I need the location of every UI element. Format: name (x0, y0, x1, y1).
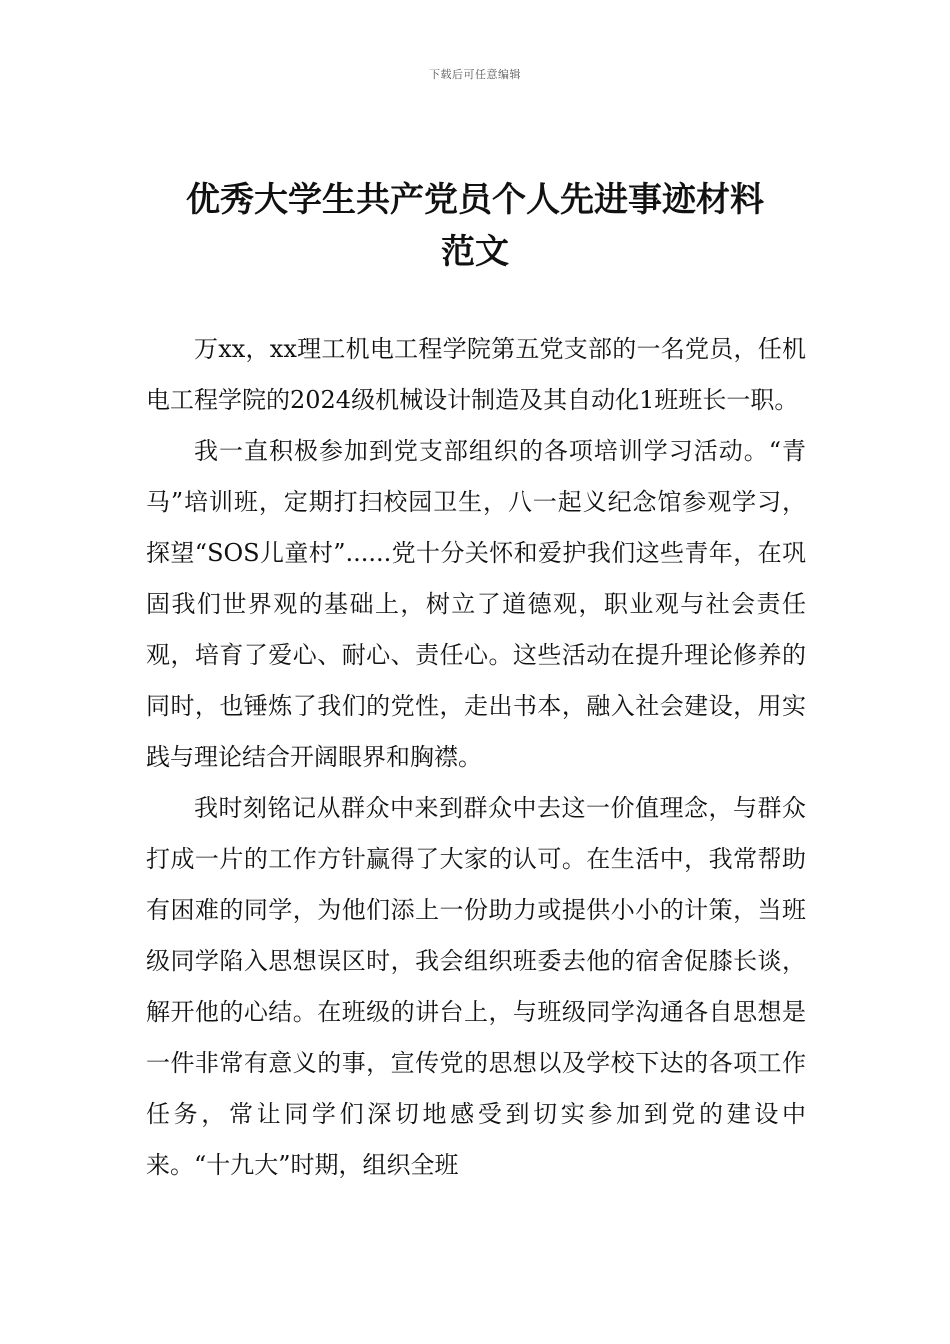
title-line-1: 优秀大学生共产党员个人先进事迹材料 (186, 180, 764, 220)
paragraph-1: 万xx，xx理工机电工程学院第五党支部的一名党员，任机电工程学院的2024级机械设计制造及其自动化1班班长一职。 (146, 335, 806, 414)
paragraph-2: 我一直积极参加到党支部组织的各项培训学习活动。“青马”培训班，定期打扫校园卫生，八一起义纪念馆参观学习，探望“SOS儿童村”......党十分关怀和爱护我们这些青年，在巩固我们世界观的基础上，树立了道德观，职业观与社会责任观，培育了爱心、耐心、责任心。这些活动在提升理论修养的同时，也锤炼了我们的党性，走出书本，融入社会建设，用实践与理论结合开阔眼界和胸襟。 (146, 437, 806, 771)
document-body (146, 324, 806, 1191)
title-line-2: 范文 (441, 232, 509, 272)
header-note: 下载后可任意编辑 (429, 68, 521, 81)
document-title (150, 174, 800, 278)
paragraph-3: 我时刻铭记从群众中来到群众中去这一价值理念，与群众打成一片的工作方针赢得了大家的认可。在生活中，我常帮助有困难的同学，为他们添上一份助力或提供小小的计策，当班级同学陷入思想误区时，我会组织班委去他的宿舍促膝长谈，解开他的心结。在班级的讲台上，与班级同学沟通各自思想是一件非常有意义的事，宣传党的思想以及学校下达的各项工作任务，常让同学们深切地感受到切实参加到党的建设中来。“十九大”时期，组织全班 (146, 794, 806, 1179)
